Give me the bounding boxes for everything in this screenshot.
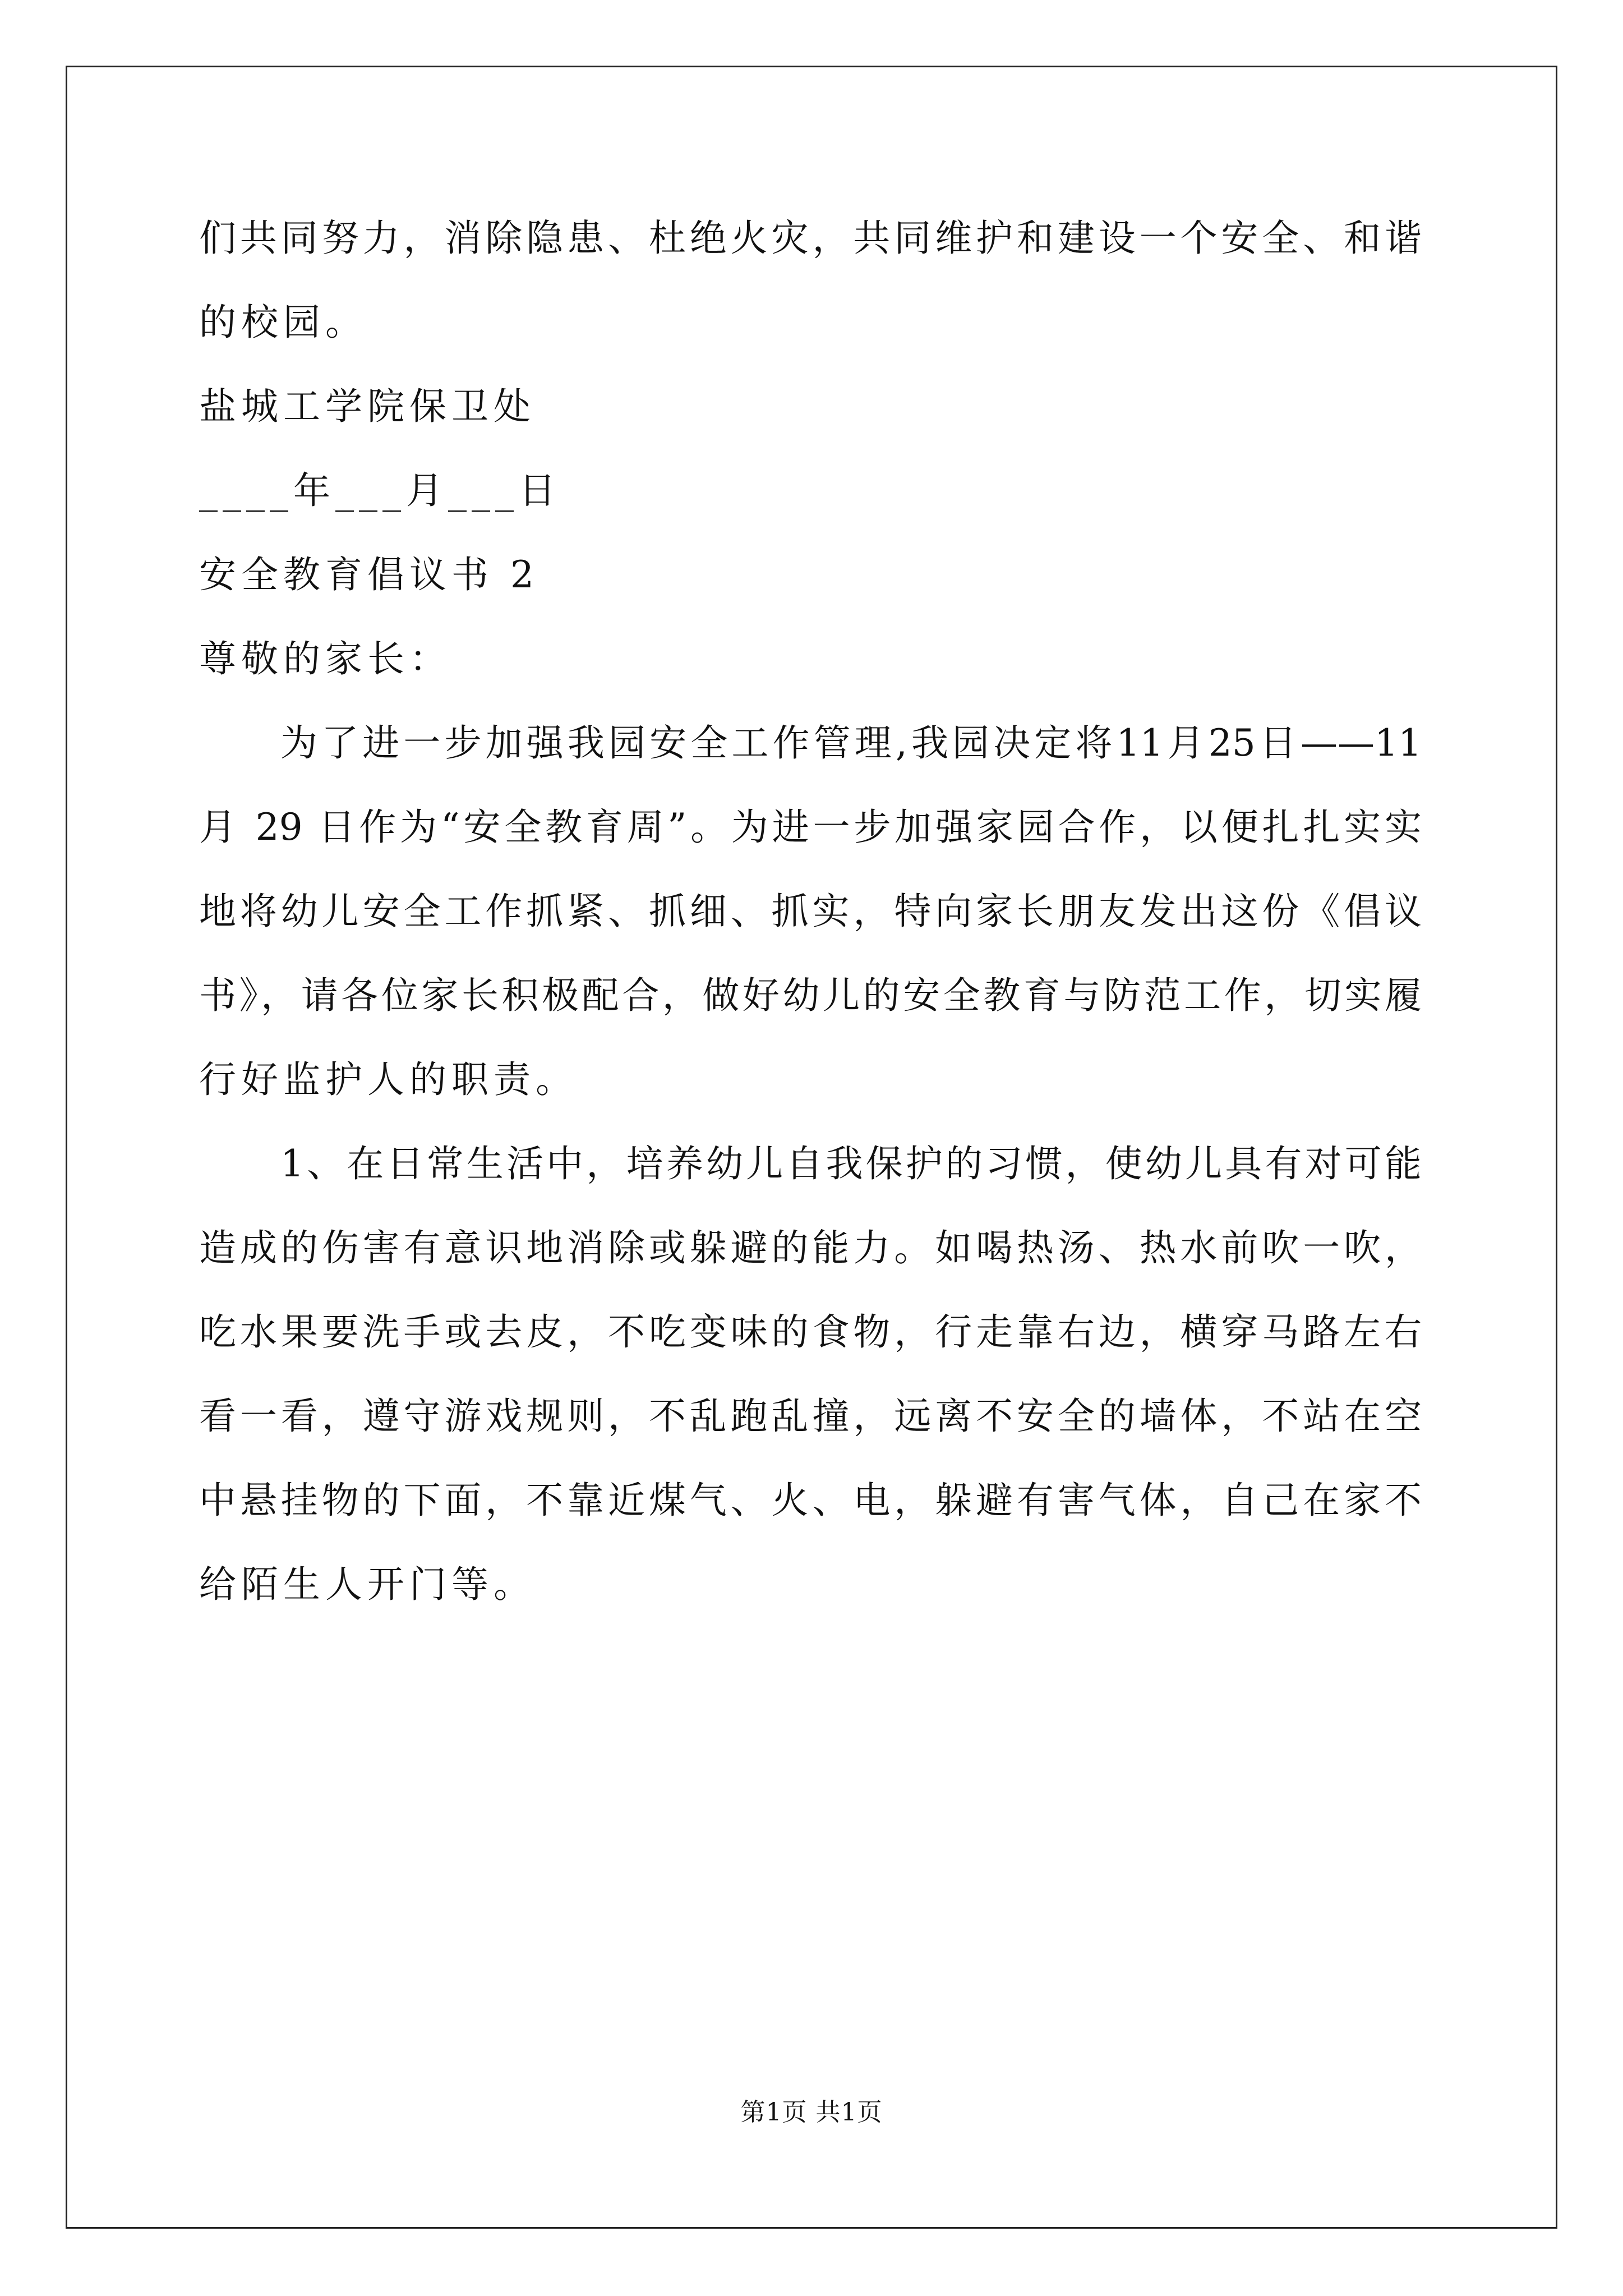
paragraph-line: 为了进一步加强我园安全工作管理,我园决定将11月25日——11 bbox=[280, 721, 1422, 765]
section-title: 安全教育倡议书 2 bbox=[199, 553, 539, 596]
paragraph-line: 书》，请各位家长积极配合，做好幼儿的安全教育与防范工作，切实履 bbox=[199, 974, 1422, 1017]
paragraph-line: 行好监护人的职责。 bbox=[199, 1058, 578, 1101]
paragraph-line: 月 29 日作为“安全教育周”。为进一步加强家园合作，以便扎扎实实 bbox=[199, 806, 1422, 849]
paragraph-line: 吃水果要洗手或去皮，不吃变味的食物，行走靠右边，横穿马路左右 bbox=[199, 1310, 1422, 1354]
salutation: 尊敬的家长： bbox=[199, 637, 451, 680]
text-line: 的校园。 bbox=[199, 301, 367, 344]
signature-org: 盐城工学院保卫处 bbox=[199, 385, 536, 428]
paragraph-line: 看一看，遵守游戏规则，不乱跑乱撞，远离不安全的墙体，不站在空 bbox=[199, 1395, 1422, 1438]
paragraph-line: 给陌生人开门等。 bbox=[199, 1563, 536, 1606]
paragraph-line: 1、在日常生活中，培养幼儿自我保护的习惯，使幼儿具有对可能 bbox=[280, 1142, 1422, 1185]
paragraph-line: 地将幼儿安全工作抓紧、抓细、抓实，特向家长朋友发出这份《倡议 bbox=[199, 890, 1422, 933]
paragraph-line: 中悬挂物的下面，不靠近煤气、火、电，躲避有害气体，自己在家不 bbox=[199, 1479, 1422, 1522]
page-footer: 第1页 共1页 bbox=[740, 2098, 883, 2127]
text-line: 们共同努力，消除隐患、杜绝火灾，共同维护和建设一个安全、和谐 bbox=[199, 217, 1422, 260]
paragraph-line: 造成的伤害有意识地消除或躲避的能力。如喝热汤、热水前吹一吹， bbox=[199, 1226, 1422, 1269]
date-line: ____年___月___日 bbox=[199, 469, 561, 512]
